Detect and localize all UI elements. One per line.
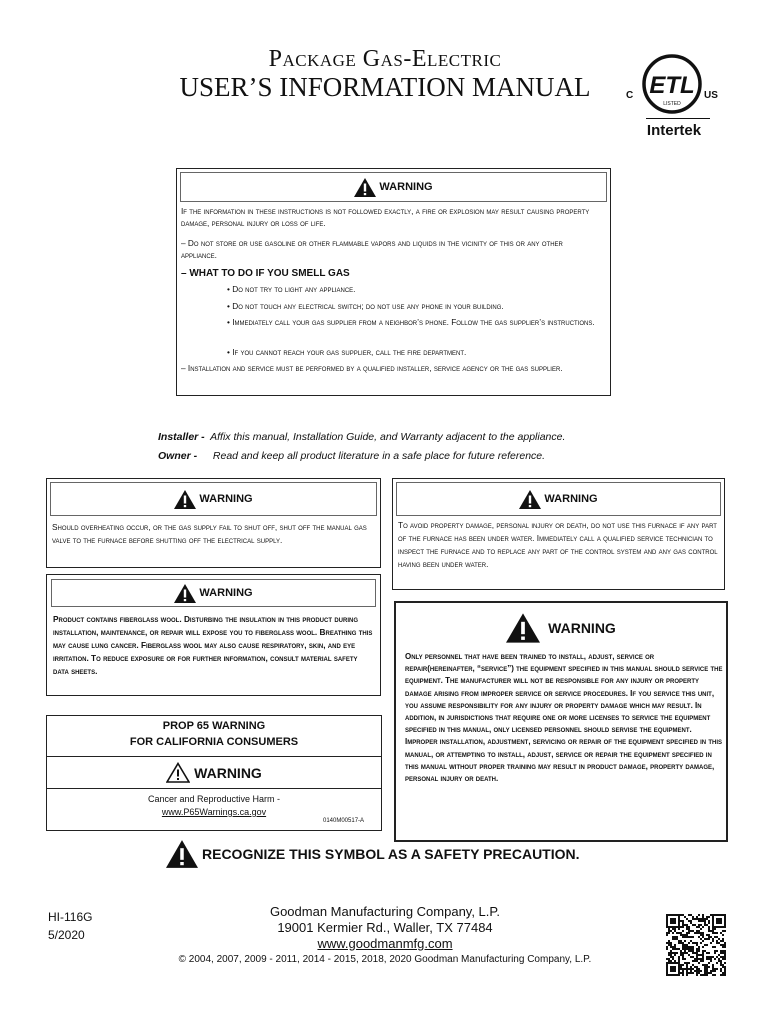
doc-date: 5/2020 [48, 928, 85, 942]
qr-code [666, 914, 726, 976]
prop65-title-1: PROP 65 WARNING [162, 720, 266, 732]
warning-triangle-icon [506, 613, 540, 643]
main-warning-box [176, 168, 611, 396]
etl-listed-text: LISTED [663, 101, 681, 107]
prop65-warning-header [47, 762, 381, 783]
overheat-warning-box [46, 478, 381, 568]
prop65-title-2: FOR CALIFORNIA CONSUMERS [129, 736, 299, 748]
warning-triangle-icon [174, 490, 196, 509]
water-warning-header [396, 482, 721, 516]
service-warning-heading: WARNING [548, 620, 616, 636]
footer-website[interactable]: www.goodmanmfg.com [317, 936, 453, 951]
installer-text: Affix this manual, Installation Guide, and Warranty adjacent to the appliance. [210, 431, 566, 443]
prop65-link[interactable]: www.P65Warnings.ca.gov [161, 807, 267, 817]
main-warning-heading: WARNING [379, 181, 433, 193]
fiberglass-warning-heading: WARNING [199, 587, 253, 599]
gas-item-2: • Do not touch any electrical switch; do not use any phone in your building. [227, 301, 504, 311]
warning-triangle-icon [166, 840, 198, 868]
fiberglass-warning-text: Product contains fiberglass wool. Disturbing the insulation in this product during installation, maintenance, or repair will expose you to fiberglass wool. Breathing this may cause lung cancer. Fiberglass wool may also cause respiratory, skin, and eye irritation. To reduce exposure or for further information, consult material safety data sheets. [53, 614, 373, 676]
overheat-warning-heading: WARNING [199, 493, 253, 505]
footer-company: Goodman Manufacturing Company, L.P. [269, 904, 501, 919]
fiberglass-warning-box [46, 574, 381, 696]
installer-label: Installer - [158, 431, 205, 443]
etl-letters: ETL [649, 72, 695, 99]
prop65-code: 0140M00517-A [323, 818, 365, 824]
water-warning-heading: WARNING [544, 493, 598, 505]
title-manual: USER’S INFORMATION MANUAL [179, 72, 591, 102]
prop65-text: Cancer and Reproductive Harm - [147, 794, 281, 804]
etl-c-mark: C [626, 90, 634, 101]
main-warning-install: – Installation and service must be performed by a qualified installer, service agency or the gas supplier. [181, 363, 563, 373]
owner-text: Read and keep all product literature in a safe place for future reference. [212, 450, 546, 462]
overheat-warning-text: Should overheating occur, or the gas supply fail to shut off, shut off the manual gas valve to the furnace before shutting off the electrical supply. [52, 522, 367, 545]
main-warning-intro: If the information in these instructions is not followed exactly, a fire or explosion may result causing property damage, personal injury or loss of life. [181, 206, 590, 228]
fiberglass-warning-header [51, 579, 376, 607]
main-warning-storage: – Do not store or use gasoline or other flammable vapors and liquids in the vicinity of this or any other appliance. [181, 238, 563, 260]
prop65-warning-heading: WARNING [194, 764, 262, 781]
etl-listed-logo [622, 50, 722, 142]
water-warning-text: To avoid property damage, personal injury or death, do not use this furnace if any part of the furnace has been under water. Immediately call a qualified service technician to inspect the furnace and to replace any part of the control system and any gas control having been under water. [398, 520, 718, 569]
smell-gas-heading: – WHAT TO DO IF YOU SMELL GAS [181, 268, 350, 279]
water-warning-box [392, 478, 725, 590]
title-product-type: Package Gas-Electric [268, 46, 502, 72]
etl-circle-icon [622, 50, 722, 120]
etl-us-mark: US [704, 90, 718, 101]
warning-triangle-icon [354, 178, 376, 197]
owner-note [158, 450, 545, 462]
service-warning-header [396, 611, 726, 645]
safety-symbol-line [166, 840, 580, 868]
warning-triangle-outline-icon [166, 762, 190, 783]
gas-item-3: • Immediately call your gas supplier from a neighbor’s phone. Follow the gas supplier’s instructions. [227, 317, 595, 327]
gas-item-1: • Do not try to light any appliance. [227, 284, 356, 294]
prop65-box [46, 715, 382, 831]
footer-address: 19001 Kermier Rd., Waller, TX 77484 [277, 920, 493, 935]
warning-triangle-icon [519, 490, 541, 509]
service-warning-text: Only personnel that have been trained to install, adjust, service or repair(hereinafter, “service”) the equipment specified in this manual should service the equipment. The manufacturer will not be responsible for any injury or property damage arising from improper service or service procedures. If you service this unit, you assume responsibility for any injury or property damage which may result. In addition, in jurisdictions that require one or more licenses to service the equipment specified in this manual, only licensed personnel should servise the equipment. Improper installation, adjustment, servicing or repair of the equipment specified in this manual, or attempting to install, adjust, service or repair the equipment specified in this manual without proper training may result in product damage, property damage, personal injury or death. [405, 652, 723, 784]
overheat-warning-header [50, 482, 377, 516]
gas-item-4: • If you cannot reach your gas supplier, call the fire department. [227, 347, 467, 357]
safety-symbol-text: RECOGNIZE THIS SYMBOL AS A SAFETY PRECAUTION. [202, 846, 580, 862]
warning-triangle-icon [174, 584, 196, 603]
service-warning-box [394, 601, 728, 842]
doc-number: HI-116G [48, 910, 93, 924]
installer-note [158, 431, 565, 443]
owner-label: Owner - [158, 450, 198, 462]
main-warning-header [180, 172, 607, 202]
footer-copyright: © 2004, 2007, 2009 - 2011, 2014 - 2015, 2018, 2020 Goodman Manufacturing Company, L.P. [178, 954, 592, 965]
intertek-wordmark: Intertek [646, 122, 702, 139]
